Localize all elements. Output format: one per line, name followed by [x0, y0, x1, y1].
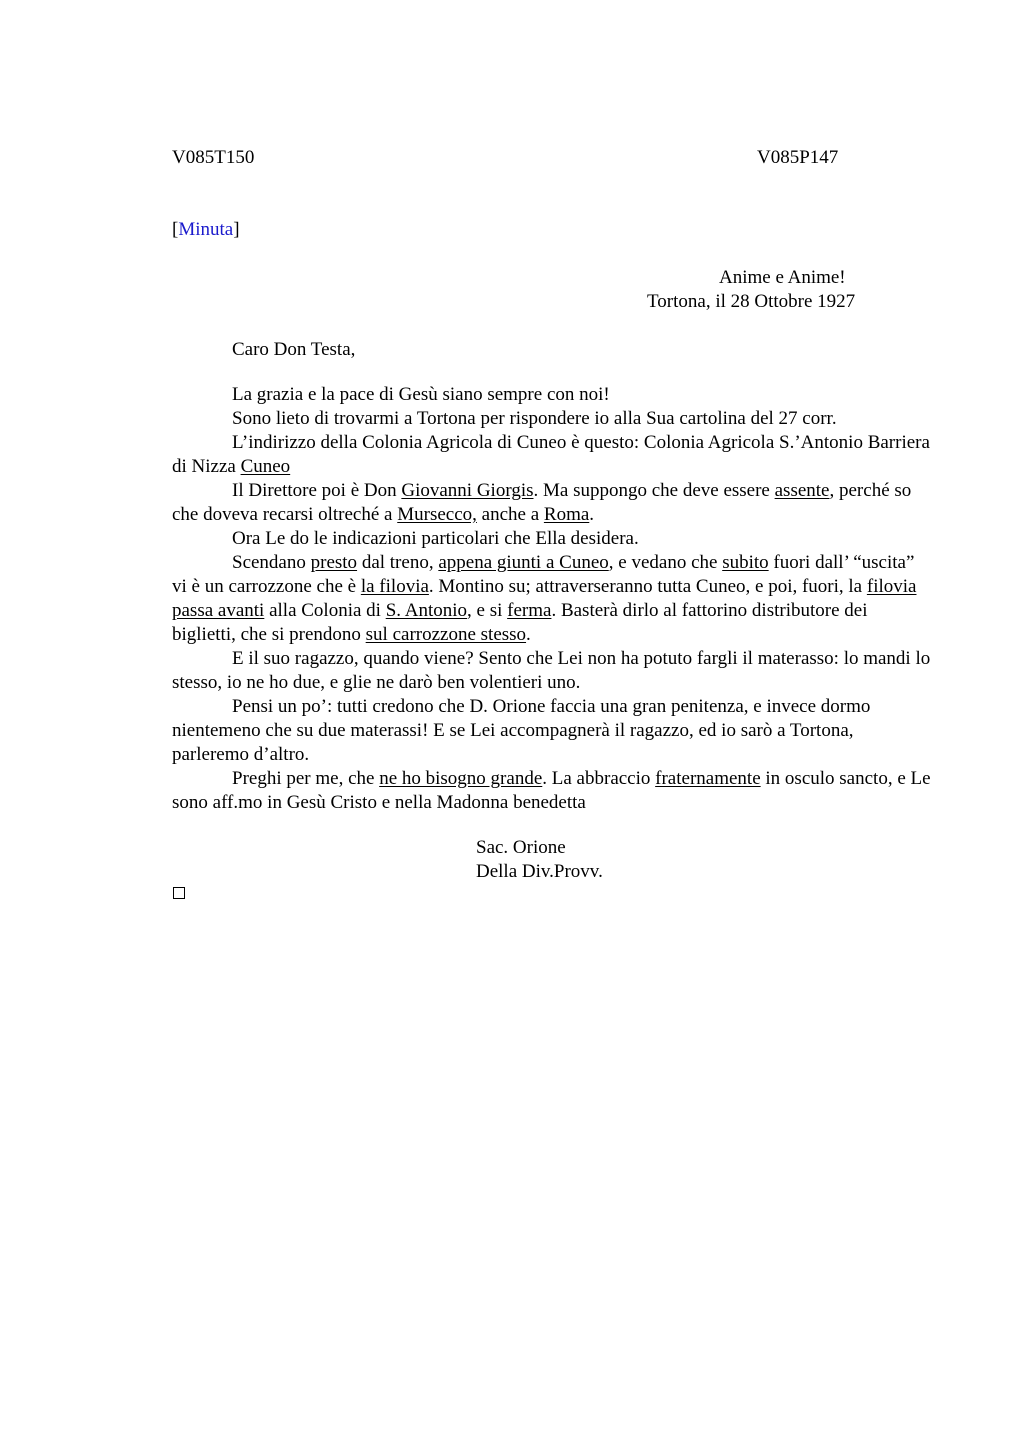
paragraph-text: . La abbraccio: [542, 768, 656, 789]
letter-paragraph: [172, 767, 932, 815]
underlined-text: ne ho bisogno grande: [379, 768, 543, 789]
paragraph-text: . Montino su; attraverseranno tutta Cuneo, e poi, fuori, la: [428, 576, 867, 597]
header-right-code: V085P147: [757, 147, 839, 168]
salutation: Caro Don Testa,: [232, 339, 356, 360]
paragraph-text: , perché so che doveva recarsi oltreché a: [172, 480, 912, 525]
dateline-place-date: Tortona, il 28 Ottobre 1927: [647, 291, 856, 312]
paragraph-text: alla Colonia di: [264, 600, 386, 621]
paragraph-text: Ora Le do le indicazioni particolari che Ella desidera.: [232, 528, 639, 549]
header-left-code: V085T150: [172, 147, 255, 168]
paragraph-text: Preghi per me, che: [232, 768, 380, 789]
underlined-text: filovia: [866, 576, 917, 597]
letter-paragraph: [172, 647, 932, 695]
paragraph-text: La grazia e la pace di Gesù siano sempre con noi!: [232, 384, 610, 405]
signature-title: Della Div.Provv.: [476, 861, 603, 882]
paragraph-text: Scendano: [232, 552, 311, 573]
checkbox-square-icon: [173, 887, 185, 899]
underlined-text: la filovia: [360, 576, 429, 597]
minuta-note: [172, 218, 240, 242]
letter-paragraph: [172, 527, 932, 551]
minuta-label: Minuta: [178, 219, 234, 240]
underlined-text: ferma: [507, 600, 552, 621]
underlined-text: presto: [310, 552, 358, 573]
paragraph-text: dal treno,: [357, 552, 439, 573]
underlined-text: Giovanni Giorgis: [401, 480, 534, 501]
underlined-text: S. Antonio: [385, 600, 468, 621]
paragraph-text: E il suo ragazzo, quando viene? Sento che Lei non ha potuto fargli il materasso: lo mandi lo stesso, io ne ho due, e glie ne darò ben volentieri uno.: [172, 648, 931, 693]
paragraph-text: Il Direttore poi è Don: [232, 480, 402, 501]
paragraph-text: Pensi un po’: tutti credono che D. Orione faccia una gran penitenza, e invece dormo nientemeno che su due materassi! E se Lei accompagnerà il ragazzo, ed io sarò a Tortona, parleremo d’altro.: [172, 696, 871, 765]
note-close-bracket: ]: [233, 219, 240, 240]
dateline-motto: Anime e Anime!: [719, 267, 846, 288]
paragraph-text: Sono lieto di trovarmi a Tortona per rispondere io alla Sua cartolina del 27 corr.: [232, 408, 837, 429]
note-open-bracket: [: [172, 219, 179, 240]
underlined-text: assente: [774, 480, 830, 501]
paragraph-text: fuori dall’ “uscita” vi è un carrozzone che è: [172, 552, 915, 597]
underlined-text: Cuneo: [240, 456, 291, 477]
letter-paragraph: [172, 479, 932, 527]
underlined-text: passa avanti: [172, 600, 265, 621]
paragraph-text: .: [526, 624, 531, 645]
letter-paragraph: [172, 551, 932, 647]
underlined-text: Roma: [543, 504, 590, 525]
paragraph-text: , e vedano che: [608, 552, 723, 573]
paragraph-text: .: [589, 504, 595, 525]
underlined-text: appena giunti a Cuneo: [438, 552, 609, 573]
underlined-text: Mursecco,: [397, 504, 477, 525]
underlined-text: subito: [722, 552, 769, 573]
underlined-text: fraternamente: [655, 768, 761, 789]
letter-paragraph: [172, 431, 932, 479]
paragraph-text: . Ma suppongo che deve essere: [533, 480, 775, 501]
paragraph-text: in osculo sancto, e Le sono aff.mo in Gesù Cristo e nella Madonna benedetta: [172, 768, 931, 813]
signature-name: Sac. Orione: [476, 837, 566, 858]
paragraph-text: L’indirizzo della Colonia Agricola di Cuneo è questo: Colonia Agricola S.’Antonio Barriera di Nizza: [172, 432, 930, 477]
paragraph-text: anche a: [476, 504, 544, 525]
letter-paragraph: [172, 407, 932, 431]
paragraph-text: , e si: [467, 600, 508, 621]
letter-paragraph: [172, 695, 932, 767]
letter-paragraph: [172, 383, 932, 407]
letter-body: [172, 383, 932, 815]
underlined-text: sul carrozzone stesso: [365, 624, 527, 645]
paragraph-text: . Basterà dirlo al fattorino distributore dei biglietti, che si prendono: [172, 600, 868, 645]
